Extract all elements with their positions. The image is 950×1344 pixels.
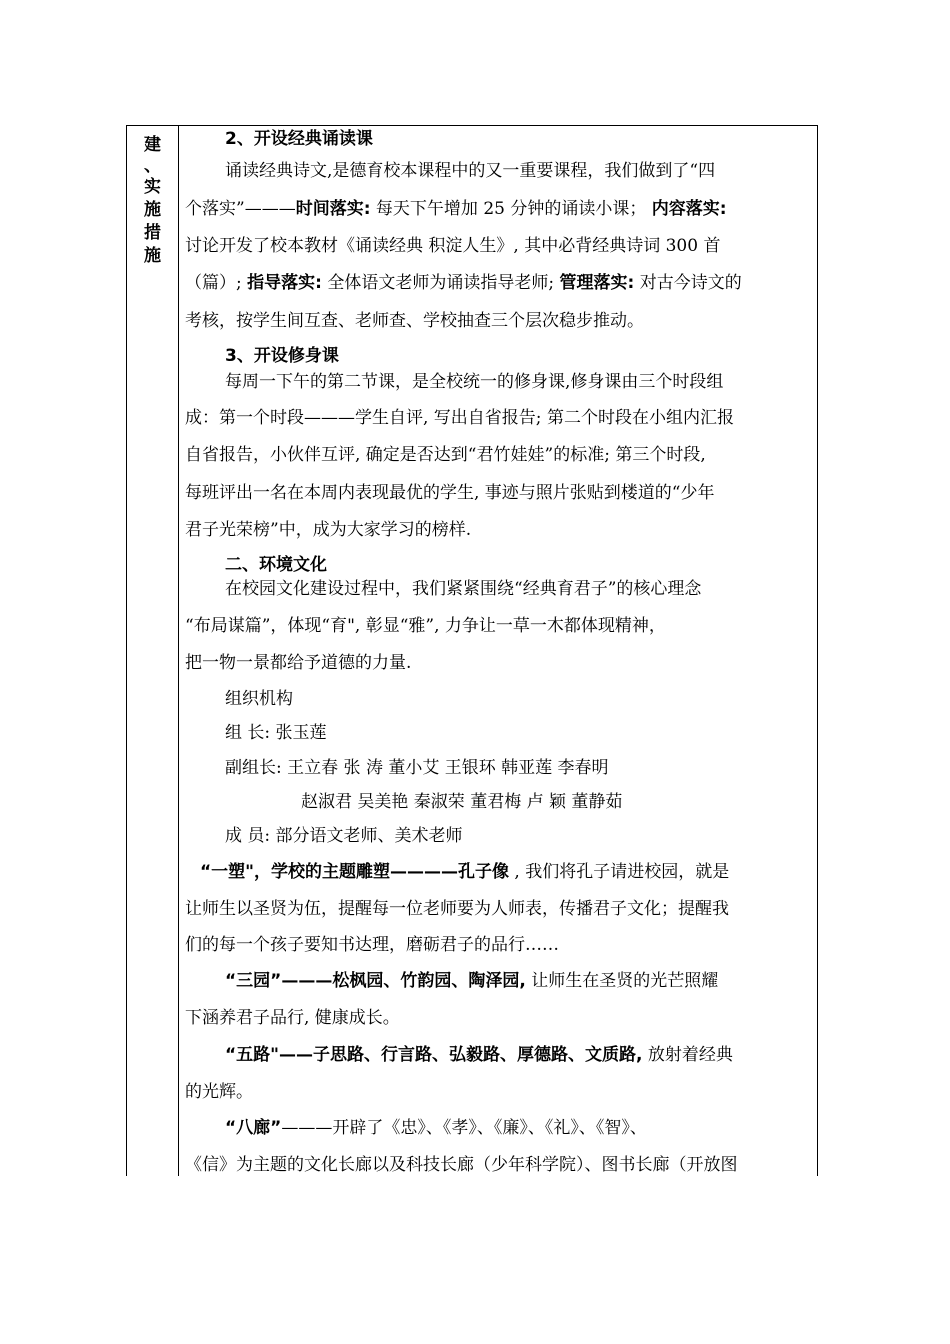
paragraph-line: 诵读经典诗文,是德育校本课程中的又一重要课程，我们做到了“四 [225, 161, 716, 181]
text-run: ———开辟了《忠》、《孝》、《廉》、《礼》、《智》、 [281, 1118, 647, 1138]
paragraph-line [185, 268, 742, 298]
paragraph-line: 成：第一个时段———学生自评, 写出自省报告; 第二个时段在小组内汇报 [185, 408, 734, 428]
text-run: 放射着经典 [642, 1045, 733, 1065]
paragraph-line: 下涵养君子品行, 健康成长。 [185, 1008, 400, 1028]
bold-term: “一塑"，学校的主题雕塑————孔子像 [200, 862, 510, 882]
bold-term: 内容落实: [651, 199, 727, 219]
org-deputy: 赵淑君 吴美艳 秦淑荣 董君梅 卢 颖 董静茹 [301, 792, 623, 812]
org-title: 组织机构 [225, 689, 293, 709]
org-deputy: 副组长: 王立春 张 涛 董小艾 王银环 韩亚莲 李春明 [225, 758, 609, 778]
side-char: 建 [144, 135, 161, 155]
side-char: 实 [144, 177, 161, 197]
section-heading: 二、环境文化 [225, 555, 327, 575]
column-divider [178, 126, 179, 1176]
side-char: 、 [144, 156, 161, 176]
side-char: 措 [144, 223, 161, 243]
paragraph-line: 君子光荣榜”中，成为大家学习的榜样. [185, 520, 472, 540]
paragraph-line: 的光辉。 [185, 1082, 253, 1102]
bold-term: “三园”———松枫园、竹韵园、陶泽园, [225, 971, 526, 991]
side-label [127, 134, 178, 268]
paragraph-line [225, 966, 718, 996]
section-heading: 3、开设修身课 [225, 346, 339, 366]
paragraph-line: 让师生以圣贤为伍，提醒每一位老师要为人师表，传播君子文化；提醒我 [185, 899, 729, 919]
paragraph-line: 把一物一景都给予道德的力量. [185, 653, 412, 673]
bold-term: 时间落实: [295, 199, 371, 219]
paragraph-line: 考核，按学生间互查、老师查、学校抽查三个层次稳步推动。 [185, 311, 644, 331]
bold-term: 指导落实: [247, 273, 322, 293]
paragraph-line: 们的每一个孩子要知书达理，磨砺君子的品行…… [185, 935, 559, 955]
bold-term: 管理落实: [559, 273, 635, 293]
paragraph-line: 《信》为主题的文化长廊以及科技长廊（少年科学院）、图书长廊（开放图 [185, 1155, 738, 1175]
paragraph-line: 每班评出一名在本周内表现最优的学生, 事迹与照片张贴到楼道的“少年 [185, 483, 715, 503]
text-run: 让师生在圣贤的光芒照耀 [525, 971, 719, 991]
text-run: 对古今诗文的 [634, 273, 742, 293]
side-char: 施 [144, 246, 161, 266]
bold-term: “五路"——子思路、行言路、弘毅路、厚德路、文质路, [225, 1045, 643, 1065]
section-heading: 2、开设经典诵读课 [225, 129, 373, 149]
paragraph-line: “布局谋篇”，体现“育", 彰显“雅”, 力争让一草一木都体现精神， [185, 616, 666, 636]
bold-term: “八廊” [225, 1118, 282, 1138]
paragraph-line: 每周一下午的第二节课，是全校统一的修身课,修身课由三个时段组 [225, 372, 724, 392]
text-run: 全体语文老师为诵读指导老师; [321, 273, 560, 293]
paragraph-line [200, 857, 729, 887]
paragraph-line: 在校园文化建设过程中，我们紧紧围绕“经典育君子”的核心理念 [225, 579, 702, 599]
paragraph-line [225, 1113, 647, 1143]
text-run: , 我们将孔子请进校园，就是 [509, 862, 730, 882]
paragraph-line: 讨论开发了校本教材《诵读经典 积淀人生》, 其中必背经典诗词 300 首 [185, 236, 721, 256]
text-run: 每天下午增加 25 分钟的诵读小课； [370, 199, 652, 219]
side-char: 施 [144, 200, 161, 220]
paragraph-line [225, 1040, 733, 1070]
paragraph-line: 自省报告，小伙伴互评, 确定是否达到“君竹娃娃”的标准; 第三个时段, [185, 445, 706, 465]
org-members: 成 员: 部分语文老师、美术老师 [225, 826, 463, 846]
text-run: 个落实”——— [185, 199, 296, 219]
org-leader: 组 长: 张玉莲 [225, 723, 327, 743]
paragraph-line [185, 194, 727, 224]
text-run: （篇）; [185, 273, 248, 293]
